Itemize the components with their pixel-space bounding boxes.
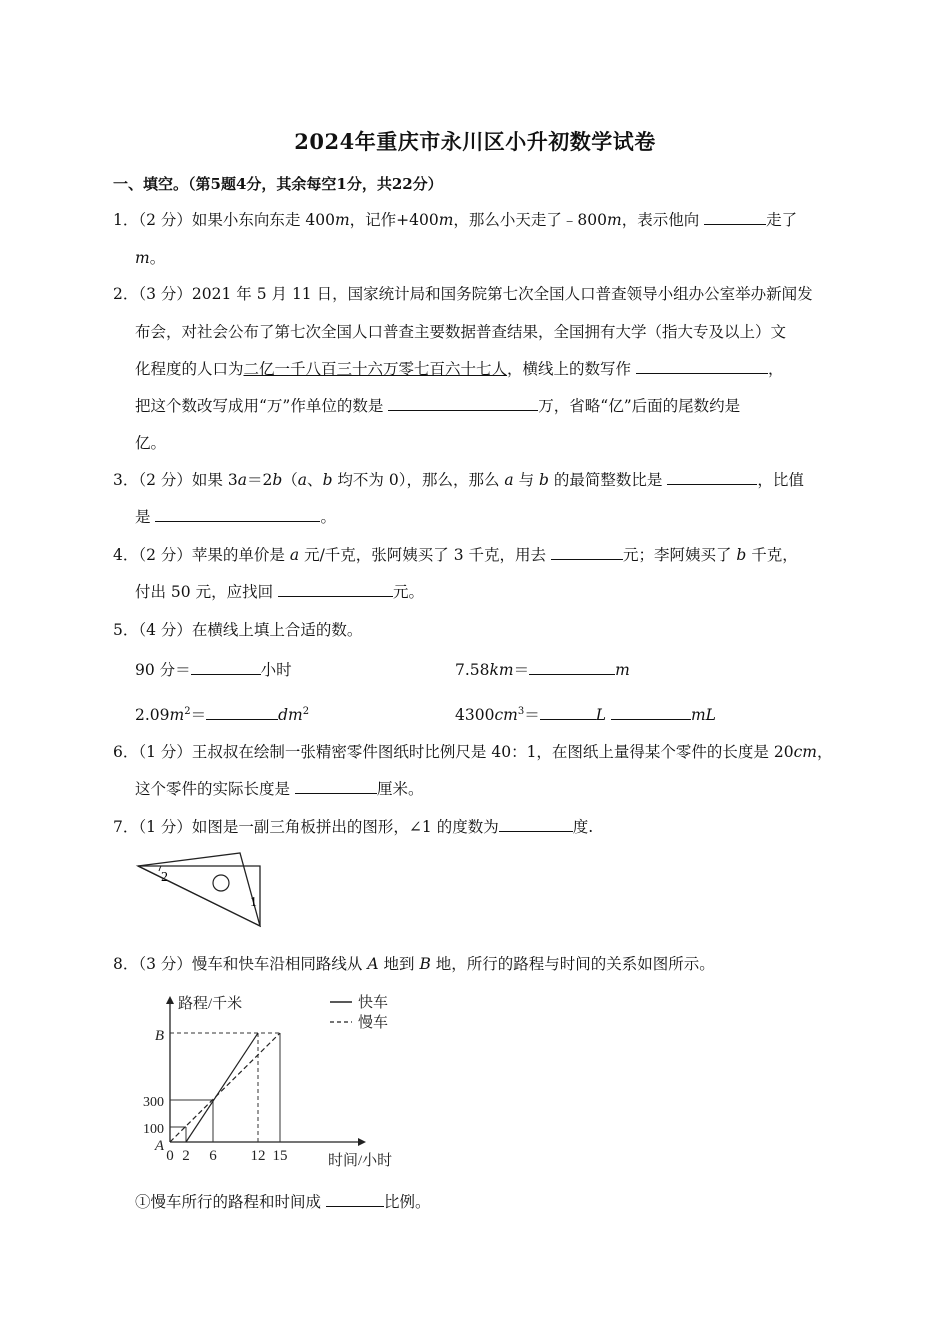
question-2-line2: 布会，对社会公布了第七次全国人口普查主要数据普查结果，全国拥有大学（指大专及以上）文: [135, 323, 787, 341]
question-6-cont: [135, 779, 423, 799]
q-text: 。: [149, 249, 166, 267]
question-3: 3．（2 分）如果 3a＝2b（a、b 均不为 0），那么，那么 a 与 b 的最简整数比是 ，比值: [113, 471, 804, 489]
unit: m: [135, 249, 150, 267]
q-text: 把这个数改写成用“万”作单位的数是: [135, 397, 384, 415]
q-text: 化程度的人口为: [135, 360, 244, 378]
q-text: 如图是一副三角板拼出的图形，∠1 的度数为: [191, 818, 499, 836]
answer-blank[interactable]: [540, 705, 596, 720]
q5-item-2: [455, 660, 630, 680]
section-heading: 一、填空。（第5题4分，其余每空1分，共22分）: [113, 175, 443, 193]
q-num: 6．: [113, 743, 139, 761]
triangle-45: [138, 853, 260, 926]
answer-blank[interactable]: [704, 210, 766, 225]
q-text: 千克，: [751, 546, 798, 564]
unit: m: [615, 661, 630, 679]
question-2-line4: [135, 396, 740, 416]
q-num: 1．: [113, 211, 139, 229]
answer-blank[interactable]: [636, 359, 768, 374]
q-text: ，记作+400: [349, 211, 439, 229]
q-text: 2.09: [135, 706, 170, 725]
q-text: 厘米。: [376, 780, 424, 798]
unit: m: [438, 211, 454, 229]
y-tick-label: A: [154, 1138, 164, 1154]
unit: mL: [690, 706, 716, 725]
y-tick-label: 300: [143, 1095, 164, 1110]
q-num: 2．: [113, 285, 139, 303]
q-text: 付出 50 元，应找回: [135, 583, 274, 601]
answer-blank[interactable]: [191, 660, 261, 675]
q-text: ①慢车所行的路程和时间成: [135, 1193, 322, 1211]
triangle-set-figure: [135, 852, 265, 932]
var-b: b: [322, 471, 333, 489]
q-text: 度.: [572, 818, 594, 836]
answer-blank[interactable]: [326, 1192, 384, 1207]
question-4: [113, 545, 798, 565]
q-text: 均不为 0），那么: [332, 471, 453, 489]
q-text: 地，所行的路程与时间的关系如图所示。: [435, 955, 715, 973]
q-text: 、: [307, 471, 323, 489]
q-text: ＝: [513, 661, 530, 679]
q-text: 元/千克，张阿姨买了 3 千克，用去: [304, 546, 547, 564]
series-line: [186, 1033, 258, 1142]
distance-time-chart: [130, 990, 420, 1175]
q-score: （4 分）: [138, 621, 192, 639]
angle-label-1: 1: [250, 895, 257, 910]
q-num: 5．: [113, 621, 139, 639]
answer-blank[interactable]: [155, 507, 320, 522]
answer-blank[interactable]: [667, 470, 757, 485]
q5-item-1: [135, 660, 292, 680]
y-tick-label: 100: [143, 1122, 164, 1137]
q-text: ＝2: [246, 471, 273, 489]
var-a: a: [289, 546, 300, 564]
q-text: ＝: [190, 706, 207, 725]
q-text: 这个零件的实际长度是: [135, 780, 291, 798]
q-text: 。: [320, 508, 336, 526]
answer-blank[interactable]: [499, 817, 573, 832]
q-text: 元；李阿姨买了: [622, 546, 732, 564]
answer-blank[interactable]: [206, 705, 278, 720]
legend-label: 快车: [358, 995, 389, 1011]
q-text: （: [282, 471, 298, 489]
x-tick-label: 15: [272, 1148, 288, 1164]
unit: cm: [494, 706, 518, 725]
var-b: b: [736, 546, 747, 564]
q-text: 万，省略“亿”后面的尾数约是: [538, 397, 741, 415]
unit: m: [607, 211, 622, 229]
q-text: ，: [816, 743, 833, 761]
q-text: 王叔叔在绘制一张精密零件图纸时比例尺是 40：1，在图纸上量得某个零件的长度是 20: [191, 743, 794, 761]
var-a: a: [297, 471, 308, 489]
x-axis-label: 时间/小时: [328, 1153, 393, 1169]
point-b: B: [419, 955, 431, 973]
superscript: 2: [302, 706, 310, 717]
x-tick-label: 6: [209, 1148, 217, 1164]
q-text: 的最简整数比是: [553, 471, 663, 489]
question-1-cont: [135, 248, 165, 268]
question-4-cont: [135, 582, 424, 602]
q-score: （3 分）: [138, 955, 192, 973]
angle-label-2: 2: [161, 870, 168, 885]
y-axis-arrow: [166, 996, 174, 1004]
answer-blank[interactable]: [551, 545, 623, 560]
q-text: ，横线上的数写作: [507, 360, 632, 378]
q-text: 慢车和快车沿相同路线从: [191, 955, 363, 973]
q-text: 比例。: [383, 1193, 431, 1211]
q-num: 7．: [113, 818, 139, 836]
q-text: ，: [767, 360, 784, 378]
q-score: （2 分）: [138, 546, 192, 564]
answer-blank[interactable]: [278, 582, 393, 597]
question-3-cont: [135, 507, 336, 527]
answer-blank[interactable]: [611, 705, 691, 720]
unit: km: [489, 661, 514, 679]
answer-blank[interactable]: [295, 779, 377, 794]
q-score: （1 分）: [138, 743, 192, 761]
q-num: 4．: [113, 546, 139, 564]
q-text: 如果 3: [191, 471, 238, 489]
q-text: 地到: [383, 955, 415, 973]
q-text: 元。: [393, 583, 425, 601]
question-6: [113, 742, 833, 762]
q8-sub-1: [135, 1192, 430, 1212]
q-text: ，比值: [757, 471, 804, 489]
var-a: a: [237, 471, 247, 489]
question-1: [113, 210, 797, 230]
y-tick-label: B: [154, 1028, 164, 1044]
q-score: （2 分）: [138, 211, 192, 229]
unit: L: [595, 706, 607, 725]
q-text: ＝: [524, 706, 540, 725]
q-num: 3．: [113, 471, 139, 489]
q-text: ，表示他向: [621, 211, 700, 229]
series-line: [170, 1033, 280, 1142]
q-score: （2 分）: [138, 471, 192, 489]
q-text: 是: [135, 508, 151, 526]
q-score: （1 分）: [138, 818, 192, 836]
answer-blank[interactable]: [529, 660, 615, 675]
point-a: A: [367, 955, 379, 973]
page-title: 2024年重庆市永川区小升初数学试卷: [294, 129, 656, 154]
q5-item-3: [135, 702, 309, 725]
x-axis-arrow: [358, 1138, 366, 1146]
question-2-line5: 亿。: [135, 434, 167, 452]
q-text: 在横线上填上合适的数。: [191, 621, 363, 639]
superscript: 2: [184, 706, 191, 717]
var-b: b: [539, 471, 549, 489]
triangle-hole: [213, 875, 229, 891]
superscript: 3: [517, 706, 525, 717]
underlined-text: 二亿一千八百三十六万零七百六十七人: [243, 360, 508, 378]
q-text: 7.58: [455, 661, 490, 679]
question-2-line3: [135, 359, 784, 379]
q-num: 8．: [113, 955, 139, 973]
question-8: [113, 954, 715, 974]
q-text: 4300: [455, 706, 495, 725]
question-5: [113, 620, 362, 640]
unit: m: [334, 211, 350, 229]
unit: m: [169, 706, 185, 725]
q5-item-4: [455, 702, 716, 725]
answer-blank[interactable]: [388, 396, 538, 411]
q-text: 与: [518, 471, 535, 489]
var-a: a: [504, 471, 514, 489]
question-7: [113, 817, 593, 837]
q-text: 2021 年 5 月 11 日，国家统计局和国务院第七次全国人口普查领导小组办公室举办新闻发: [191, 285, 813, 303]
q-text: 走了: [766, 211, 798, 229]
x-tick-label: 12: [250, 1148, 266, 1164]
q-text: 小时: [260, 661, 292, 679]
q-text: 苹果的单价是: [191, 546, 285, 564]
var-b: b: [272, 471, 283, 489]
q-score: （3 分）: [138, 285, 192, 303]
x-tick-label: 0: [166, 1148, 174, 1164]
q-text: ，那么小天走了﹣800: [453, 211, 608, 229]
q-text: 90 分＝: [135, 661, 191, 679]
legend-label: 慢车: [358, 1015, 389, 1031]
y-axis-label: 路程/千米: [178, 996, 243, 1012]
q-text: 如果小东向东走 400: [191, 211, 335, 229]
unit: dm: [278, 706, 303, 725]
unit: cm: [793, 743, 817, 761]
question-2: [113, 284, 813, 304]
x-tick-label: 2: [182, 1148, 190, 1164]
